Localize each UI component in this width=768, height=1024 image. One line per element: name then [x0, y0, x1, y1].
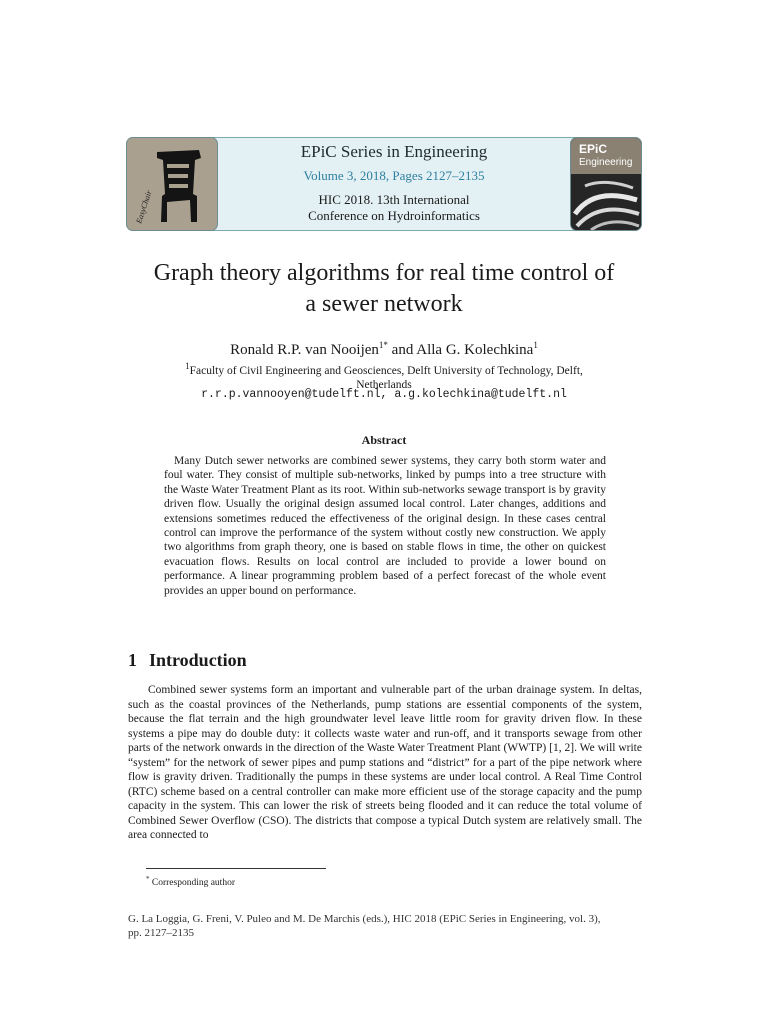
logo-right-subtitle: Engineering — [579, 157, 633, 168]
author-2-mark: 1 — [533, 340, 538, 350]
conference-line-2: Conference on Hydroinformatics — [308, 208, 480, 223]
abstract-heading: Abstract — [361, 433, 407, 447]
author-emails[interactable]: r.r.p.vannooyen@tudelft.nl, a.g.kolechkina@tudelft.nl — [201, 388, 567, 401]
conference-info — [218, 192, 570, 224]
footnote — [146, 875, 235, 888]
introduction-text: Combined sewer systems form an important and vulnerable part of the urban drainage system. In deltas, such as the coastal provinces of the Netherlands, pump stations are essential components of the system, because the flat terrain and the high groundwater level leave little room for gravity driven flow. In these systems a pipe may do double duty: it collects waste water and run-off, and it transports sewage from other parts of the network onwards in the direction of the Waste Water Treatment Plant (WWTP) [1, 2]. We will write “system” for the network of sewer pipes and pump stations and “district” for a part of the pipe network where flow is gravity driven. Traditionally the pumps in these systems are under local control. A Real Time Control (RTC) scheme based on a central controller can make more efficient use of the storage capacity and the pump capacity in the system. This can lower the risk of streets being flooded and it can reduce the total volume of Combined Sewer Overflow (CSO). The districts that compose a typical Dutch system are relatively small. The area connected to — [128, 684, 642, 841]
title-line-1: Graph theory algorithms for real time control of — [153, 260, 615, 286]
epic-engineering-logo — [570, 137, 642, 231]
author-2: Alla G. Kolechkina — [416, 342, 534, 358]
section-number: 1 — [128, 650, 137, 670]
paper-title — [100, 258, 668, 320]
affiliation-line-1: Faculty of Civil Engineering and Geosciences, Delft University of Technology, Delft, — [189, 364, 583, 377]
section-heading — [128, 650, 247, 671]
footnote-mark: * — [146, 875, 150, 883]
citation-line-2: pp. 2127–2135 — [128, 927, 194, 939]
author-1: Ronald R.P. van Nooijen — [230, 342, 379, 358]
affiliation-line-2: Netherlands — [356, 378, 412, 391]
footnote-text: Corresponding author — [151, 878, 235, 889]
citation — [128, 912, 642, 940]
logo-left-text: EasyChair — [134, 189, 154, 225]
logo-right-title: EPiC — [579, 142, 608, 156]
conference-line-1: HIC 2018. 13th International — [318, 192, 470, 207]
author-1-mark: 1* — [378, 340, 388, 350]
footnote-rule — [146, 868, 326, 869]
section-title: Introduction — [149, 650, 247, 670]
series-title: EPiC Series in Engineering — [300, 142, 488, 161]
title-line-2: a sewer network — [305, 291, 463, 317]
abstract-text: Many Dutch sewer networks are combined sewer systems, they carry both storm water and foul water. They consist of multiple sub-networks, linked by pumps into a tree structure with the Waste Water Treatment Plant as its root. Within sub-networks sewage transport is by gravity driven flow. Usually the original design assumed local control. Later changes, additions and extensions sometimes reduced the effectiveness of the original design. In these cases central control can improve the performance of the system without costly new construction. We apply two algorithms from graph theory, one is based on stable flows in time, the other on quickest evacuation flows. Results on local control are included to provide a lower bound on performance. A linear programming problem based of a perfect forecast of the whole event provides an upper bound on performance. — [164, 455, 606, 597]
citation-line-1: G. La Loggia, G. Freni, V. Puleo and M. De Marchis (eds.), HIC 2018 (EPiC Series in Engineering, vol. 3), — [128, 913, 601, 925]
easychair-logo — [126, 137, 218, 231]
swirl-graphic — [571, 174, 642, 231]
author-list — [100, 340, 668, 359]
affiliation-mark: 1 — [185, 361, 190, 371]
affiliation — [160, 359, 608, 392]
author-joiner: and — [387, 342, 417, 358]
volume-line[interactable]: Volume 3, 2018, Pages 2127–2135 — [303, 168, 485, 183]
